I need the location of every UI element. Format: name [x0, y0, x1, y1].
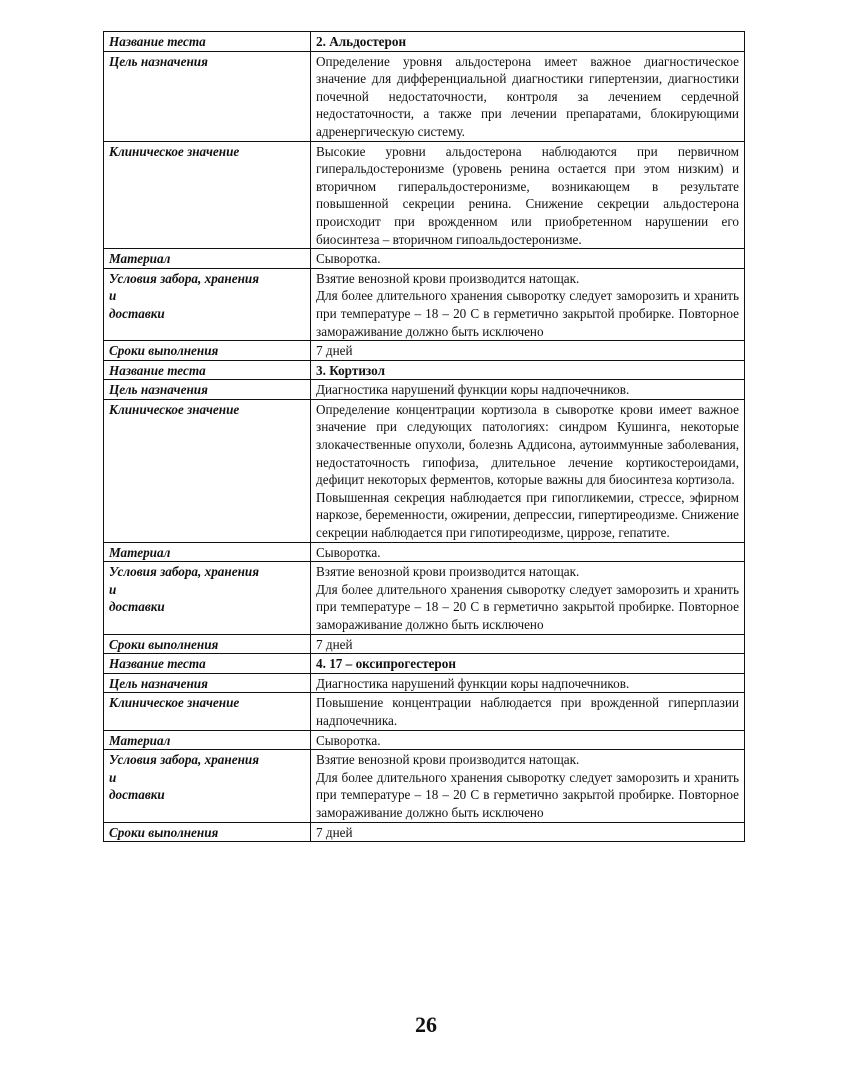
row-value-paragraph: Для более длительного хранения сыворотку следует заморозить и хранить при температуре – 18 – 20 С в герметично закрытой пробирке. Повторное замораживание должно быть исключено [316, 288, 739, 339]
row-value: 3. Кортизол [311, 360, 745, 380]
row-value: Сыворотка. [311, 249, 745, 269]
row-value-paragraph: Для более длительного хранения сыворотку следует заморозить и хранить при температуре – 18 – 20 С в герметично закрытой пробирке. Повторное замораживание должно быть исключено [316, 581, 739, 632]
row-value: 7 дней [311, 634, 745, 654]
row-value: Сыворотка. [311, 730, 745, 750]
row-value-paragraph: Повышенная секреция наблюдается при гипогликемии, стрессе, эфирном наркозе, беременности, ожирении, депрессии, гипертиреодизме. Снижение секреции наблюдается при гипотиреодизме, циррозе, гепатите. [316, 489, 739, 541]
turnaround-row [104, 634, 745, 654]
row-value [311, 750, 745, 822]
row-label: Название теста [104, 654, 311, 674]
row-value: Высокие уровни альдостерона наблюдаются при первичном гиперальдостеронизме (уровень ренина остается при этом низким) и вторичном гиперальдостеронизме, возникающем в результате повышенной секреции ренина. Снижение секреции альдостерона происходит при врожденном или приобретенном нарушении его биосинтеза – вторичном гипоальдостеронизме. [311, 141, 745, 249]
row-value: Повышение концентрации наблюдается при врожденной гиперплазии надпочечника. [311, 693, 745, 730]
test-name-row [104, 360, 745, 380]
row-label: Материал [104, 730, 311, 750]
row-label: Цель назначения [104, 380, 311, 400]
row-label-line: и [109, 769, 117, 785]
row-value: Диагностика нарушений функции коры надпочечников. [311, 673, 745, 693]
row-label: Цель назначения [104, 51, 311, 141]
row-value-paragraph: Определение концентрации кортизола в сыворотке крови имеет важное значение при следующих патологиях: синдром Кушинга, некоторые злокачественные опухоли, болезнь Аддисона, аутоиммунные заболевания, недостаточность гипофиза, длительное лечение кортикостероидами, дефицит некоторых ферментов, которые важны для биосинтеза кортизола. [316, 401, 739, 488]
collection-conditions-row [104, 750, 745, 822]
row-value: Определение уровня альдостерона имеет важное диагностическое значение для дифференциальной диагностики гипертензии, диагностики почечной недостаточности, контроля за лечением сердечной недостаточности, а также при лечении препаратами, блокирующими адренергическую систему. [311, 51, 745, 141]
row-value: 7 дней [311, 341, 745, 361]
row-label-line: Условия забора, хранения [109, 270, 260, 286]
row-label-line: доставки [109, 305, 165, 321]
purpose-row [104, 380, 745, 400]
row-label: Материал [104, 542, 311, 562]
material-row [104, 730, 745, 750]
clinical-significance-row [104, 141, 745, 249]
row-value: 4. 17 – оксипрогестерон [311, 654, 745, 674]
row-label: Клиническое значение [104, 693, 311, 730]
row-value-paragraph: Для более длительного хранения сыворотку следует заморозить и хранить при температуре – 18 – 20 С в герметично закрытой пробирке. Повторное замораживание должно быть исключено [316, 769, 739, 820]
row-label: Сроки выполнения [104, 822, 311, 842]
purpose-row [104, 51, 745, 141]
test-name-row [104, 654, 745, 674]
material-row [104, 542, 745, 562]
collection-conditions-row [104, 562, 745, 634]
row-label [104, 750, 311, 822]
row-label: Клиническое значение [104, 141, 311, 249]
row-value-paragraph: Взятие венозной крови производится натощак. [316, 270, 580, 286]
turnaround-row [104, 822, 745, 842]
row-value: Диагностика нарушений функции коры надпочечников. [311, 380, 745, 400]
row-value [311, 399, 745, 542]
row-label-line: и [109, 581, 117, 597]
clinical-significance-row [104, 399, 745, 542]
row-value [311, 268, 745, 340]
row-label-line: Условия забора, хранения [109, 564, 260, 580]
row-label-line: и [109, 288, 117, 304]
clinical-significance-row [104, 693, 745, 730]
row-label-line: доставки [109, 787, 165, 803]
test-spec-body [104, 32, 745, 842]
row-label: Клиническое значение [104, 399, 311, 542]
row-label-line: доставки [109, 599, 165, 615]
page-number: 26 [415, 1012, 437, 1037]
row-label-line: Условия забора, хранения [109, 752, 260, 768]
turnaround-row [104, 341, 745, 361]
row-value: 2. Альдостерон [311, 32, 745, 52]
row-label: Сроки выполнения [104, 634, 311, 654]
row-value: Сыворотка. [311, 542, 745, 562]
row-label [104, 562, 311, 634]
row-label: Цель назначения [104, 673, 311, 693]
row-value-paragraph: Взятие венозной крови производится натощак. [316, 752, 580, 768]
row-value-paragraph: Взятие венозной крови производится натощак. [316, 564, 580, 580]
test-name-row [104, 32, 745, 52]
collection-conditions-row [104, 268, 745, 340]
row-value: 7 дней [311, 822, 745, 842]
row-label [104, 268, 311, 340]
purpose-row [104, 673, 745, 693]
material-row [104, 249, 745, 269]
row-label: Материал [104, 249, 311, 269]
row-label: Название теста [104, 360, 311, 380]
row-label: Сроки выполнения [104, 341, 311, 361]
test-spec-table [103, 31, 745, 842]
row-value [311, 562, 745, 634]
row-label: Название теста [104, 32, 311, 52]
